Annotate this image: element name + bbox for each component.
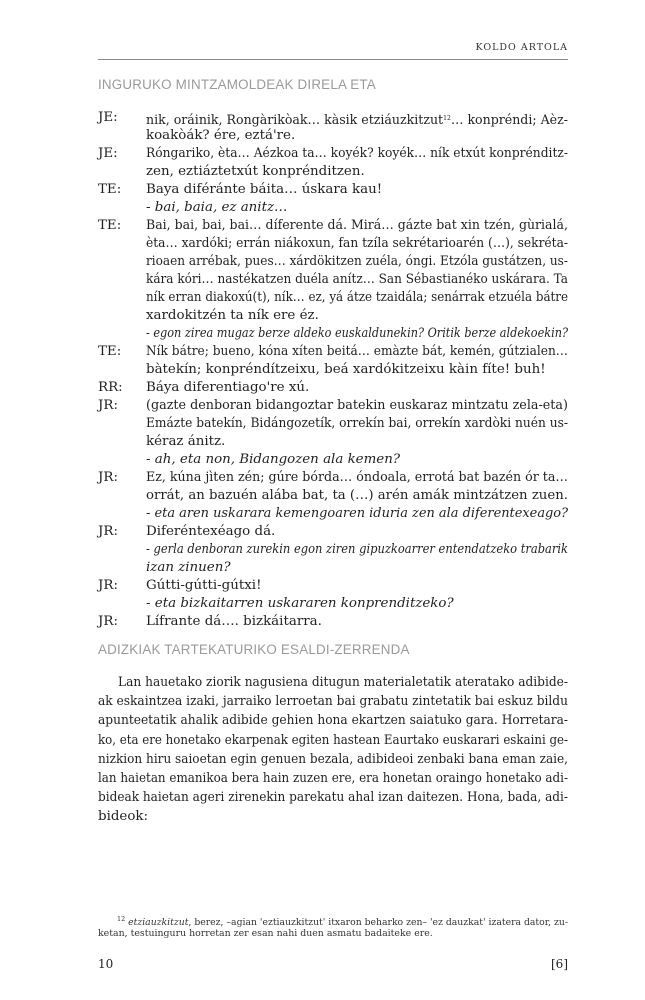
dialogue-line xyxy=(146,163,365,181)
line-text: - eta aren uskarara kemengoaren iduria zen ala diferentexeago? xyxy=(146,506,569,521)
line-text: nik, oráinik, Rongàrikòak… kàsik etziáuzkitzut xyxy=(146,113,444,128)
paragraph-line: ak eskaintzea izaki, jarraiko lerroetan bai grabatu zintetatik bai eskuz bildu xyxy=(98,694,568,710)
footnote-marker: 12 xyxy=(117,915,126,923)
paragraph-line: Lan hauetako ziorik nagusiena ditugun materialetatik ateratako adibide- xyxy=(118,675,569,690)
line-text: zen, eztiáztetxút konprénditzen. xyxy=(146,164,365,179)
dialogue-line xyxy=(146,253,568,271)
footnote-ref: 12 xyxy=(443,114,451,122)
interviewer-question xyxy=(146,451,400,469)
speaker-label: JR: xyxy=(98,470,118,485)
paragraph-line: bideok: xyxy=(98,809,149,825)
line-text: koakòák? ére, eztá're. xyxy=(146,128,296,143)
line-text: xardokitzén ta ník ere éz. xyxy=(146,308,319,323)
dialogue-line xyxy=(146,181,382,199)
interviewer-question xyxy=(146,541,568,559)
speaker-label: RR: xyxy=(98,380,123,395)
dialogue-line xyxy=(146,145,568,163)
line-text: Báya diferentiago're xú. xyxy=(146,380,310,395)
interviewer-question xyxy=(146,595,454,613)
running-head: KOLDO ARTOLA xyxy=(475,42,568,53)
interviewer-question xyxy=(146,505,568,523)
line-text: Róngariko, èta… Aézkoa ta… koyék? koyék… ník etxút konprénditz- xyxy=(146,146,568,161)
header-rule xyxy=(98,59,568,60)
bracket-page-number: [6] xyxy=(551,957,568,971)
line-text: Lífrante dá…. bizkáitarra. xyxy=(146,614,322,629)
dialogue-line xyxy=(146,235,568,253)
speaker-label: JE: xyxy=(98,110,118,125)
dialogue-line xyxy=(146,217,568,235)
dialogue-line xyxy=(146,487,568,505)
line-text: Gútti-gútti-gútxi! xyxy=(146,578,262,593)
line-text: kéraz ánitz. xyxy=(146,434,226,449)
line-text: (gazte denboran bidangoztar batekin euskaraz mintzatu zela-eta) xyxy=(146,398,568,413)
dialogue-line xyxy=(146,523,275,541)
dialogue-line xyxy=(146,577,261,595)
dialogue-line xyxy=(146,397,568,415)
interviewer-question xyxy=(146,199,287,217)
line-text: Emázte batekín, Bidángozetík, orrekín bai, orrekín xardòki nuén us- xyxy=(146,416,569,431)
page-number: 10 xyxy=(98,957,114,971)
dialogue-line xyxy=(146,343,568,361)
line-text: - bai, baia, ez anitz… xyxy=(146,200,288,215)
line-text: ník erran diakoxú(t), ník… ez, yá átze tzaidála; senárrak etzuéla bátre xyxy=(146,290,569,305)
line-text: rioaen arrébak, pues… xárdökitzen zuéla, óngi. Etzóla gustátzen, us- xyxy=(146,254,568,269)
dialogue-line xyxy=(146,433,225,451)
dialogue-line xyxy=(146,415,568,433)
speaker-label: JR: xyxy=(98,398,118,413)
line-text: - gerla denboran zurekin egon ziren gipuzkoarrer entendatzeko trabarik xyxy=(146,542,569,557)
line-text: - eta bizkaitarren uskararen konprenditzeko? xyxy=(146,596,454,611)
speaker-label: TE: xyxy=(98,218,122,233)
dialogue-line xyxy=(146,469,568,487)
line-text: Ez, kúna jìten zén; gúre bórda… óndoala, errotá bat bazén ór ta… xyxy=(146,470,569,485)
interviewer-question xyxy=(146,325,568,343)
section-title-sentence-list: ADIZKIAK TARTEKATURIKO ESALDI-ZERRENDA xyxy=(98,642,410,657)
line-text: - egon zirea mugaz berze aldeko euskaldunekin? Oritik berze aldekoekin? xyxy=(146,326,569,341)
dialogue-line xyxy=(146,289,568,307)
line-text: - ah, eta non, Bidangozen ala kemen? xyxy=(146,452,401,467)
line-text: Diferéntexéago dá. xyxy=(146,524,276,539)
paragraph-line: bideak haietan ageri zirenekin parekatu ahal izan daitezen. Hona, bada, adi- xyxy=(98,790,568,806)
line-text: … konpréndi; Aèz- xyxy=(450,113,569,128)
speaker-label: JR: xyxy=(98,614,118,629)
dialogue-line xyxy=(146,307,319,325)
footnote-term: etziauzkitzut xyxy=(128,917,189,928)
line-text: orrát, an bazuén alába bat, ta (…) arén amák mintzátzen zuen. xyxy=(146,488,568,503)
speaker-label: JR: xyxy=(98,578,118,593)
speaker-label: TE: xyxy=(98,344,122,359)
line-text: Bai, bai, bai, bai… díferente dá. Mirá… gázte bat xin tzén, gùrialá, xyxy=(146,218,568,233)
speaker-label: JE: xyxy=(98,146,118,161)
paragraph-line: lan haietan emanikoa bera hain zuzen ere, era honetan oraingo honetako adi- xyxy=(98,771,569,786)
dialogue-line xyxy=(146,379,309,397)
paragraph-line: apunteetatik ahalik adibide gehien hona ekartzen saiatuko gara. Horretara- xyxy=(98,713,569,729)
dialogue-line xyxy=(146,613,322,631)
footnote-line-2: ketan, testuinguru horretan zer esan nahi duen asmatu badaiteke ere. xyxy=(98,928,433,939)
speaker-label: TE: xyxy=(98,182,122,197)
section-title-dialects: INGURUKO MINTZAMOLDEAK DIRELA ETA xyxy=(98,77,376,92)
line-text: izan zinuen? xyxy=(146,560,231,575)
dialogue-line xyxy=(146,127,295,145)
speaker-label: JR: xyxy=(98,524,118,539)
paragraph-line: nizkion hiru saioetan egin genuen bezala, adibideoi zenbaki bana eman zaie, xyxy=(98,751,568,767)
interviewer-question xyxy=(146,559,231,577)
line-text: èta… xardóki; errán niákoxun, fan tzíla sekrétarioarén (…), sekréta- xyxy=(146,236,569,251)
footnote-text: , berez, –agian 'eztiauzkitzut' itxaron beharko zen– 'ez dauzkat' izatera dator, zu- xyxy=(188,917,569,928)
line-text: kára kóri… nastékatzen duéla anítz… San Sébastianéko uskárara. Ta xyxy=(146,272,568,287)
paragraph-line: ko, eta ere honetako ekarpenak egiten hastean Eaurtako euskarari eskaini ge- xyxy=(98,732,569,748)
line-text: bàtekín; konpréndítzeixu, beá xardókitzeixu kàin fíte! buh! xyxy=(146,362,546,377)
dialogue-line xyxy=(146,361,546,379)
line-text: Ník bátre; bueno, kóna xíten beitá… emàzte bát, kemén, gútzialen… xyxy=(146,344,568,359)
dialogue-line xyxy=(146,271,568,289)
line-text: Baya diféránte báita… úskara kau! xyxy=(146,182,383,197)
